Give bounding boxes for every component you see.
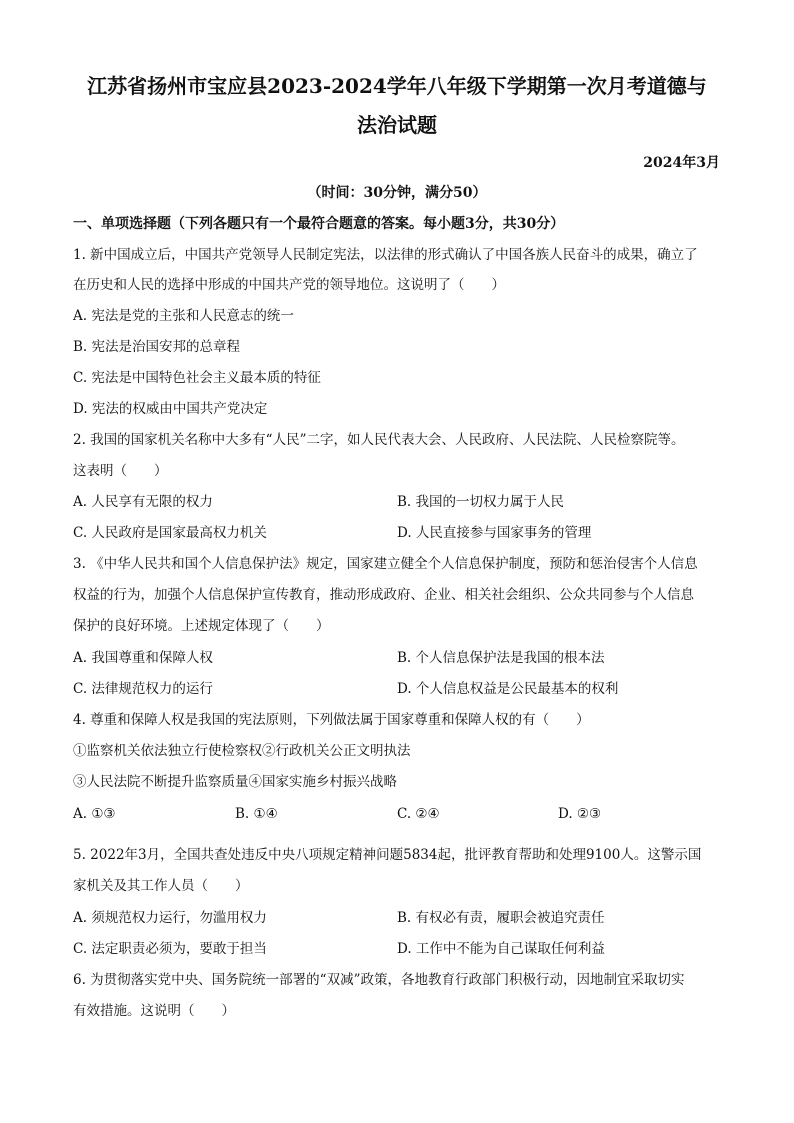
question-5-option-a: A. 须规范权力运行，勿滥用权力 [73, 910, 267, 926]
question-2-option-a: A. 人民享有无限的权力 [73, 494, 213, 510]
question-1-stem: 在历史和人民的选择中形成的中国共产党的领导地位。这说明了（ ） [73, 277, 505, 293]
question-4-option-b: B. ①④ [235, 806, 278, 822]
question-2-option-c: C. 人民政府是国家最高权力机关 [73, 525, 267, 541]
question-3-option-a: A. 我国尊重和保障人权 [73, 650, 213, 666]
question-4-option-d: D. ②③ [558, 806, 602, 822]
question-6-stem: 有效措施。这说明（ ） [73, 1003, 235, 1019]
question-5-option-c: C. 法定职责必须为，要敢于担当 [73, 941, 267, 957]
question-4-statements: ①监察机关依法独立行使检察权②行政机关公正文明执法 [73, 743, 411, 759]
section-heading: 一、单项选择题（下列各题只有一个最符合题意的答案。每小题3分，共30分） [73, 216, 565, 232]
question-2-option-d: D. 人民直接参与国家事务的管理 [397, 525, 592, 541]
question-1-option-d: D. 宪法的权威由中国共产党决定 [73, 401, 268, 417]
question-4-option-c: C. ②④ [397, 806, 440, 822]
question-5-option-d: D. 工作中不能为自己谋取任何利益 [397, 941, 605, 957]
exam-time-info: （时间：30分钟，满分50） [307, 185, 487, 201]
exam-title-line-1: 江苏省扬州市宝应县2023-2024学年八年级下学期第一次月考道德与 [87, 74, 707, 98]
question-3-stem: 保护的良好环境。上述规定体现了（ ） [73, 618, 330, 634]
question-2-stem: 2. 我国的国家机关名称中大多有“人民”二字，如人民代表大会、人民政府、人民法院、人民检察院等。 [73, 432, 685, 448]
exam-title-line-2: 法治试题 [357, 113, 437, 137]
question-4-option-a: A. ①③ [73, 806, 116, 822]
question-6-stem: 6. 为贯彻落实党中央、国务院统一部署的“双减”政策，各地教育行政部门积极行动，因地制宜采取切实 [73, 972, 685, 988]
question-3-option-d: D. 个人信息权益是公民最基本的权利 [397, 681, 619, 697]
question-4-statements: ③人民法院不断提升监察质量④国家实施乡村振兴战略 [73, 774, 397, 790]
question-1-option-a: A. 宪法是党的主张和人民意志的统一 [73, 308, 294, 324]
question-3-stem: 3. 《中华人民共和国个人信息保护法》规定，国家建立健全个人信息保护制度，预防和惩治侵害个人信息 [73, 556, 698, 572]
question-3-option-b: B. 个人信息保护法是我国的根本法 [397, 650, 605, 666]
question-1-stem: 1. 新中国成立后，中国共产党领导人民制定宪法，以法律的形式确认了中国各族人民奋斗的成果，确立了 [73, 247, 698, 263]
question-5-stem: 5. 2022年3月，全国共查处违反中央八项规定精神问题5834起，批评教育帮助和处理9100人。这警示国 [73, 847, 702, 863]
question-5-stem: 家机关及其工作人员（ ） [73, 878, 249, 894]
question-2-stem: 这表明（ ） [73, 463, 168, 479]
question-3-stem: 权益的行为，加强个人信息保护宣传教育，推动形成政府、企业、相关社会组织、公众共同参与个人信息 [73, 587, 694, 603]
question-2-option-b: B. 我国的一切权力属于人民 [397, 494, 565, 510]
question-4-stem: 4. 尊重和保障人权是我国的宪法原则，下列做法属于国家尊重和保障人权的有（ ） [73, 712, 590, 728]
question-1-option-c: C. 宪法是中国特色社会主义最本质的特征 [73, 370, 321, 386]
question-1-option-b: B. 宪法是治国安邦的总章程 [73, 339, 241, 355]
question-5-option-b: B. 有权必有责，履职会被追究责任 [397, 910, 605, 926]
question-3-option-c: C. 法律规范权力的运行 [73, 681, 213, 697]
exam-date: 2024年3月 [643, 155, 720, 171]
